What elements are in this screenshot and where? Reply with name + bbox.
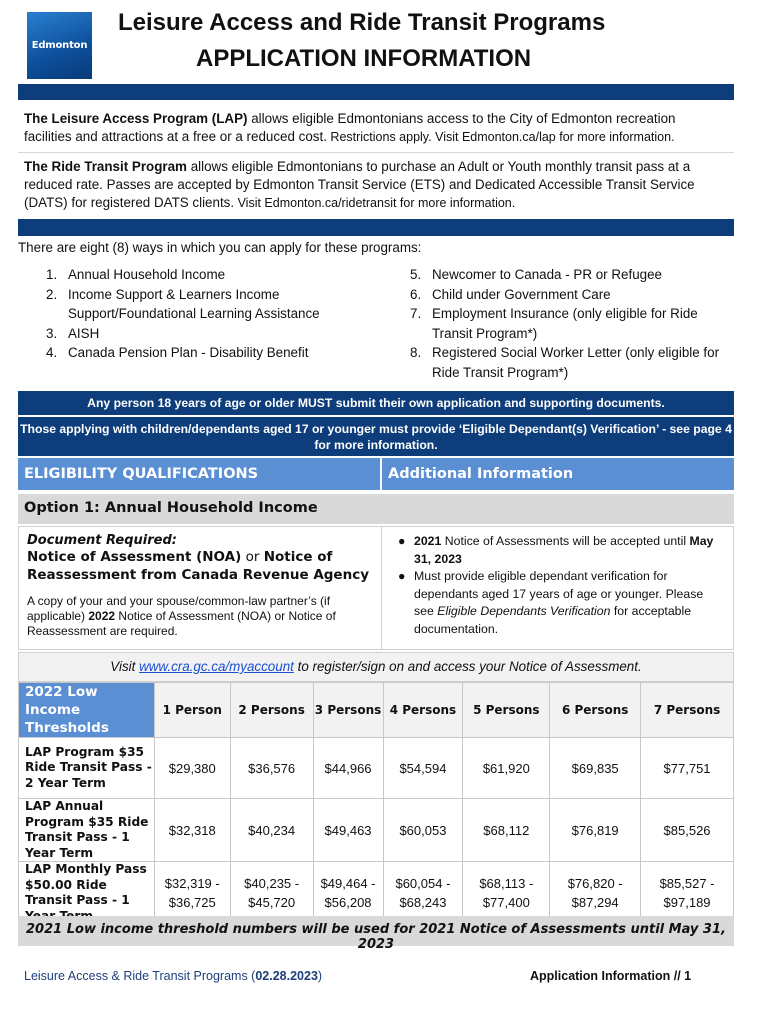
visit-post: to register/sign on and access your Notice of Assessment. [293,659,642,674]
column-header: 4 Persons [383,683,463,738]
list-text: AISH [68,325,100,341]
lap-description [24,110,724,146]
threshold-heading: 2022 Low Income Thresholds [19,683,155,738]
table-cell: $77,751 [641,738,734,799]
page-header [0,0,768,84]
list-number: 4. [46,345,58,360]
b2-italic: Eligible Dependants Verification [437,604,611,618]
list-item [410,265,734,285]
row-label: LAP Annual Program $35 Ride Transit Pass - 1 Year Term [19,799,155,862]
table-cell: $36,576 [230,738,313,799]
footer-page-label: Application Information // 1 [530,969,692,983]
divider [18,152,734,153]
footer-left-a: Leisure Access & Ride Transit Programs ( [24,969,256,983]
copy-b: Notice of Assessment (NOA) or Notice of Reassessment are required. [27,609,336,638]
table-cell: $68,112 [463,799,550,862]
b1-year: 2021 [414,534,442,548]
row-label: LAP Program $35 Ride Transit Pass - 2 Year Term [19,738,155,799]
option-1-heading: Option 1: Annual Household Income [18,494,734,524]
visit-pre: Visit [110,659,140,674]
table-row [19,799,734,862]
list-item [392,568,723,638]
section-divider-bar [18,84,734,100]
b1-date: May 31, 2023 [414,534,714,566]
notice-adults: Any person 18 years of age or older MUST submit their own application and supporting documents. [18,391,734,415]
table-cell: $85,527 - $97,189 [641,862,734,925]
footer-left [24,969,322,983]
cra-link[interactable]: www.cra.gc.ca/myaccount [139,659,294,674]
list-number: 2. [46,286,58,302]
table-cell: $29,380 [154,738,230,799]
table-cell: $85,526 [641,799,734,862]
table-cell: $76,819 [550,799,641,862]
lap-name: The Leisure Access Program (LAP) [24,111,248,126]
table-cell: $60,053 [383,799,463,862]
list-item [410,285,734,305]
lap-more: Restrictions apply. Visit Edmonton.ca/lap for more information. [326,130,675,144]
section-divider-bar [18,219,734,236]
additional-info-list [392,533,723,638]
threshold-note: 2021 Low income threshold numbers will be used for 2021 Notice of Assessments until May 31, 2023 [18,916,734,946]
table-cell: $60,054 - $68,243 [383,862,463,925]
column-header: 6 Persons [550,683,641,738]
table-cell: $40,234 [230,799,313,862]
list-number: 5. [410,267,422,282]
table-cell: $49,463 [313,799,383,862]
row-label: LAP Monthly Pass $50.00 Ride Transit Pass - 1 [19,862,155,925]
list-item [410,343,734,382]
copy-requirement [27,594,373,639]
list-text: Employment Insurance (only eligible for Ride Transit Program*) [432,306,698,341]
table-cell: $69,835 [550,738,641,799]
table-cell: $49,464 - $56,208 [313,862,383,925]
document-required-label: Document Required: [27,533,177,548]
copy-a: A copy of your and your spouse/common-law partner’s (if applicable) [27,594,331,623]
ways-list-right [410,265,734,382]
list-item [410,304,734,343]
noa-a: Notice of Assessment (NOA) [27,549,242,565]
list-text: Newcomer to Canada - PR or Refugee [432,267,662,282]
footer-date: 02.28.2023 [255,969,318,983]
table-cell: $32,318 [154,799,230,862]
list-text: Registered Social Worker Letter (only eligible for Ride Transit Program*) [432,345,720,380]
list-text: Canada Pension Plan - Disability Benefit [68,345,309,360]
noa-b: Notice of Reassessment from Canada Revenue Agency [27,549,369,583]
list-number: 3. [46,325,58,341]
list-item [46,285,366,324]
column-header: 1 Person [154,683,230,738]
table-cell: $61,920 [463,738,550,799]
lap-text: allows eligible Edmontonians access to the City of Edmonton recreation facilities and attractions at a free or a reduced cost. [24,111,676,144]
list-text: Annual Household Income [68,267,226,282]
table-cell: $68,113 - $77,400 [463,862,550,925]
eligibility-qualifications-heading: ELIGIBILITY QUALIFICATIONS [18,458,380,490]
bullet-icon: ● [398,534,406,548]
list-number: 7. [410,306,422,321]
ways-list-left [46,265,366,363]
logo-text: Edmonton [31,40,88,51]
table-cell: $32,319 - $36,725 [154,862,230,925]
cra-visit-line [18,652,734,682]
list-text: Income Support & Learners Income Support/Foundational Learning Assistance [68,286,320,321]
b1-text: Notice of Assessments will be accepted until [441,534,690,548]
notice-dependants: Those applying with children/dependants aged 17 or younger must provide ‘Eligible Dependant(s) Verification’ - see page 4 for more information. [18,417,734,456]
table-cell: $54,594 [383,738,463,799]
footer-left-b: ) [317,969,323,983]
noa-or: or [241,549,264,565]
bullet-icon: ● [398,569,406,583]
table-cell: $76,820 - $87,294 [550,862,641,925]
list-number: 1. [46,267,58,282]
rtp-text: allows eligible Edmontonians to purchase an Adult or Youth monthly transit pass at a reduced rate. Passes are accepted by Edmonton Transit Service (ETS) and Dedicated Accessible Transit Service (DATS) for registered DATS clients. [24,159,695,210]
table-row [19,738,734,799]
edmonton-logo [27,12,92,79]
column-header: 2 Persons [230,683,313,738]
document-required-box [18,526,734,650]
column-header: 3 Persons [313,683,383,738]
threshold-table [18,682,734,925]
list-item [392,533,723,568]
list-number: 6. [410,286,422,302]
list-item [46,324,366,344]
document-required-cell [19,527,382,649]
additional-info-cell [382,527,733,649]
list-item [46,265,366,285]
table-cell: $40,235 - $45,720 [230,862,313,925]
b2-end: for acceptable documentation. [414,604,692,636]
column-header: 7 Persons [641,683,734,738]
noa-title [27,548,373,584]
column-header: 5 Persons [463,683,550,738]
rtp-description [24,158,724,212]
list-item [46,343,366,363]
table-cell: $44,966 [313,738,383,799]
list-text: Child under Government Care [432,286,611,302]
page-title: Leisure Access and Ride Transit Programs [118,9,606,36]
list-number: 8. [410,345,422,360]
copy-year: 2022 [88,609,116,623]
b2-text: Must provide eligible dependant verification for dependants aged 17 years of age or younger. Please see [414,569,704,618]
rtp-more: Visit Edmonton.ca/ridetransit for more information. [234,196,516,210]
eligibility-header [18,458,734,490]
additional-information-heading: Additional Information [382,458,734,490]
page-subtitle: APPLICATION INFORMATION [196,45,532,72]
ways-lead: There are eight (8) ways in which you can apply for these programs: [18,240,422,255]
rtp-name: The Ride Transit Program [24,159,187,174]
